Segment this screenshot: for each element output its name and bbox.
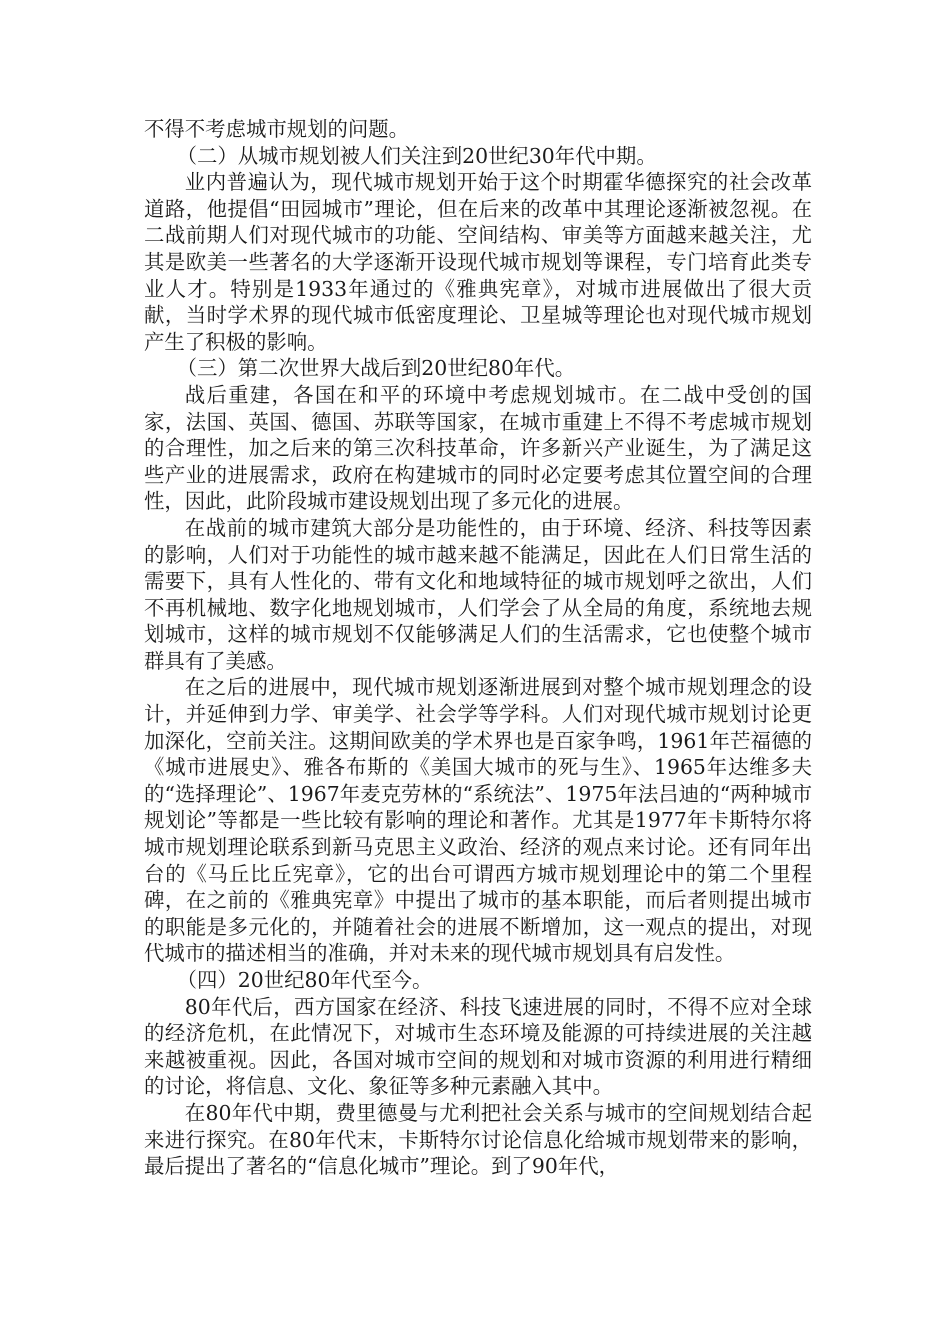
paragraph-continuation: 不得不考虑城市规划的问题。	[144, 117, 410, 141]
paragraph: 80年代后，西方国家在经济、科技飞速进展的同时，不得不应对全球的经济危机，在此情况下，对城市生态环境及能源的可持续进展的关注越来越被重视。因此，各国对城市空间的规划和对城市资源的利用进行精细的讨论，将信息、文化、象征等多种元素融入其中。	[144, 994, 812, 1099]
section-heading-4: （四）20世纪80年代至今。	[176, 968, 433, 992]
section-heading-2: （二）从城市规划被人们关注到20世纪30年代中期。	[176, 143, 657, 168]
paragraph: 在80年代中期，费里德曼与尤利把社会关系与城市的空间规划结合起来进行探究。在80年代末，卡斯特尔讨论信息化给城市规划带来的影响，最后提出了著名的“信息化城市”理论。到了90年代，	[144, 1100, 812, 1179]
section-heading-3: （三）第二次世界大战后到20世纪80年代。	[176, 356, 576, 381]
paragraph: 在战前的城市建筑大部分是功能性的，由于环境、经济、科技等因素的影响，人们对于功能性的城市越来越不能满足，因此在人们日常生活的需要下，具有人性化的、带有文化和地域特征的城市规划呼之欲出，人们不再机械地、数字化地规划城市，人们学会了从全局的角度，系统地去规划城市，这样的城市规划不仅能够满足人们的生活需求，它也使整个城市群具有了美感。	[144, 515, 812, 673]
document-body	[144, 116, 812, 1180]
paragraph: 业内普遍认为，现代城市规划开始于这个时期霍华德探究的社会改革道路，他提倡“田园城市”理论，但在后来的改革中其理论逐渐被忽视。在二战前期人们对现代城市的功能、空间结构、审美等方面越来越关注，尤其是欧美一些著名的大学逐渐开设现代城市规划等课程，专门培育此类专业人才。特别是1933年通过的《雅典宪章》，对城市进展做出了很大贡献，当时学术界的现代城市低密度理论、卫星城等理论也对现代城市规划产生了积极的影响。	[144, 170, 812, 354]
paragraph: 在之后的进展中，现代城市规划逐渐进展到对整个城市规划理念的设计，并延伸到力学、审美学、社会学等学科。人们对现代城市规划讨论更加深化，空前关注。这期间欧美的学术界也是百家争鸣，1961年芒福德的《城市进展史》、雅各布斯的《美国大城市的死与生》、1965年达维多夫的“选择理论”、1967年麦克劳林的“系统法”、1975年法吕迪的“两种城市规划论”等都是一些比较有影响的理论和著作。尤其是1977年卡斯特尔将城市规划理论联系到新马克思主义政治、经济的观点来讨论。还有同年出台的《马丘比丘宪章》，它的出台可谓西方城市规划理论中的第二个里程碑，在之前的《雅典宪章》中提出了城市的基本职能，而后者则提出城市的职能是多元化的，并随着社会的进展不断增加，这一观点的提出，对现代城市的描述相当的准确，并对未来的现代城市规划具有启发性。	[144, 675, 812, 966]
paragraph: 战后重建，各国在和平的环境中考虑规划城市。在二战中受创的国家，法国、英国、德国、苏联等国家，在城市重建上不得不考虑城市规划的合理性，加之后来的第三次科技革命，许多新兴产业诞生，为了满足这些产业的进展需求，政府在构建城市的同时必定要考虑其位置空间的合理性，因此，此阶段城市建设规划出现了多元化的进展。	[144, 382, 812, 514]
